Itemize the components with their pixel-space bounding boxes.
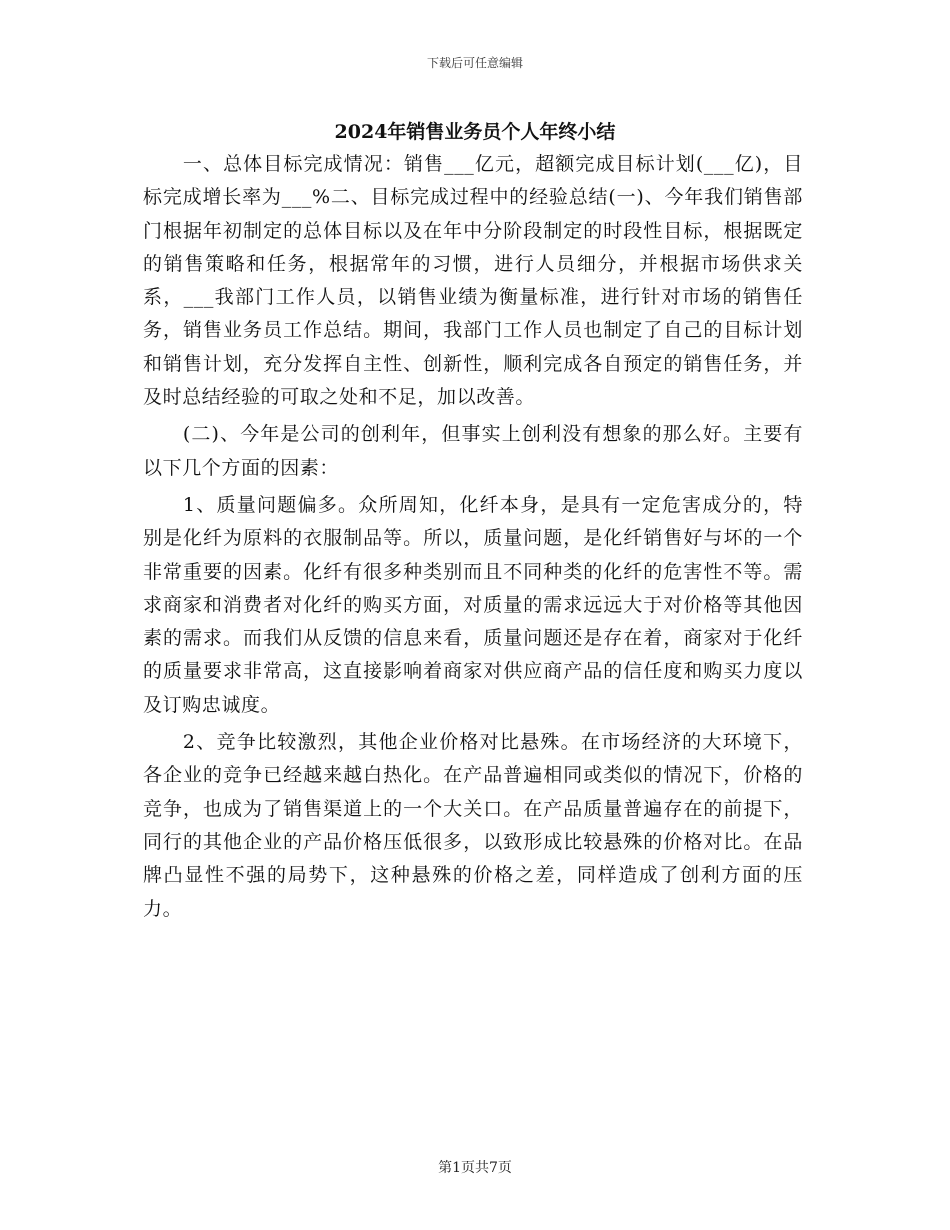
document-title: 2024年销售业务员个人年终小结 <box>334 121 616 143</box>
page-header-note: 下载后可任意编辑 <box>426 56 523 70</box>
paragraph-quality-issues: 1、质量问题偏多。众所周知，化纤本身，是具有一定危害成分的，特别是化纤为原料的衣服制品等。所以，质量问题，是化纤销售好与坏的一个非常重要的因素。化纤有很多种类别而且不同种类的化纤的危害性不等。需求商家和消费者对化纤的购买方面，对质量的需求远远大于对价格等其他因素的需求。而我们从反馈的信息来看，质量问题还是存在着，商家对于化纤的质量要求非常高，这直接影响着商家对供应商产品的信任度和购买力度以及订购忠诚度。 <box>143 493 803 716</box>
page-footer-number: 第1页共7页 <box>438 1160 512 1176</box>
document-body <box>143 148 803 930</box>
paragraph-competition: 2、竞争比较激烈，其他企业价格对比悬殊。在市场经济的大环境下，各企业的竞争已经越来越白热化。在产品普遍相同或类似的情况下，价格的竞争，也成为了销售渠道上的一个大关口。在产品质量普遍存在的前提下，同行的其他企业的产品价格压低很多，以致形成比较悬殊的价格对比。在品牌凸显性不强的局势下，这种悬殊的价格之差，同样造成了创利方面的压力。 <box>143 731 803 920</box>
paragraph-profit-year: (二)、今年是公司的创利年，但事实上创利没有想象的那么好。主要有以下几个方面的因素： <box>143 423 803 479</box>
paragraph-overall-goals: 一、总体目标完成情况：销售___亿元，超额完成目标计划(___亿)，目标完成增长率为___%二、目标完成过程中的经验总结(一)、今年我们销售部门根据年初制定的总体目标以及在年中分阶段制定的时段性目标，根据既定的销售策略和任务，根据常年的习惯，进行人员细分，并根据市场供求关系，___我部门工作人员，以销售业绩为衡量标准，进行针对市场的销售任务，销售业务员工作总结。期间，我部门工作人员也制定了自己的目标计划和销售计划，充分发挥自主性、创新性，顺利完成各自预定的销售任务，并及时总结经验的可取之处和不足，加以改善。 <box>143 153 803 409</box>
